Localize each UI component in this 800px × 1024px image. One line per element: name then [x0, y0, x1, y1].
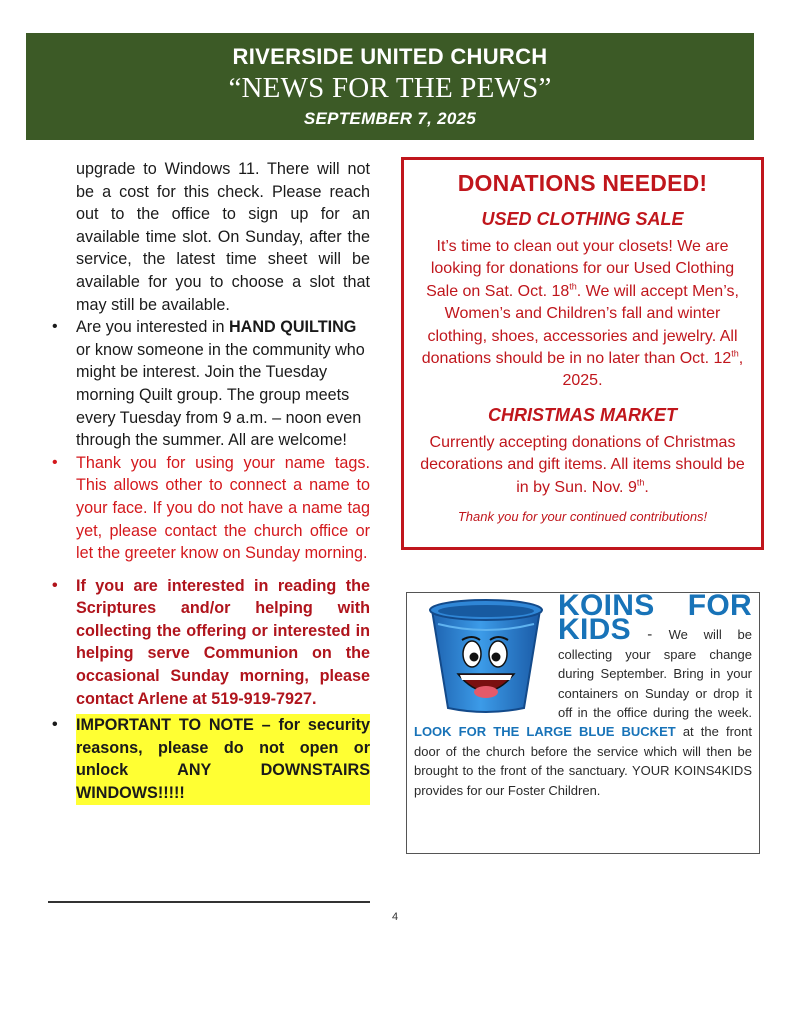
- scriptures-text: If you are interested in reading the Scriptures and/or helping with collecting the offering or interested in helping serve Communion on the occasional Sunday morning, please contact Arlene at 519-919-7927.: [76, 576, 370, 708]
- market-text-part: .: [644, 478, 649, 496]
- scriptures-item: [48, 575, 370, 711]
- clothing-sale-heading: USED CLOTHING SALE: [481, 209, 684, 229]
- blue-bucket-icon: [424, 596, 548, 716]
- important-item: [48, 714, 370, 804]
- christmas-market-heading: CHRISTMAS MARKET: [488, 404, 677, 425]
- quilting-item: [48, 316, 370, 452]
- koins-title: KOINS FOR KIDS: [558, 589, 752, 647]
- name-tags-item: [48, 452, 370, 565]
- donations-box: [401, 157, 764, 550]
- left-column: [48, 158, 370, 805]
- clothing-sale-text: [418, 236, 747, 393]
- important-text: IMPORTANT TO NOTE – for security reasons, please do not open or unlock ANY DOWNSTAIRS WINDOWS!!!!!: [76, 714, 370, 804]
- ordinal-suffix: th: [569, 281, 577, 292]
- market-text-part: Currently accepting donations of Christmas decorations and gift items. All items should be in by Sun. Nov. 9: [420, 433, 745, 496]
- newsletter-date: SEPTEMBER 7, 2025: [303, 109, 477, 128]
- christmas-market-text: [418, 432, 747, 499]
- quilting-prefix: Are you interested in: [76, 318, 229, 337]
- koins-highlight: LOOK FOR THE LARGE BLUE BUCKET: [414, 724, 676, 740]
- koins-text-2: at the front door of the church before the service which will then be brought to the front of the sanctuary. YOUR KOINS4KIDS provides for our Foster Children.: [414, 724, 752, 798]
- donations-title: DONATIONS NEEDED!: [457, 170, 708, 196]
- bullet-icon: •: [52, 716, 58, 734]
- page-number-row: [0, 911, 800, 923]
- name-tags-text: Thank you for using your name tags. This allows other to connect a name to your face. If you do not have a name tag yet, please contact the church office or let the greeter know on Sunday morning.: [76, 453, 370, 563]
- newsletter-title: “NEWS FOR THE PEWS”: [228, 72, 552, 104]
- quilting-suffix: or know someone in the community who might be interest. Join the Tuesday morning Quilt group. The group meets every Tuesday from 9 a.m. – noon even through the summer. All are welcome!: [76, 340, 365, 450]
- bullet-icon: •: [52, 453, 58, 471]
- newsletter-header: [26, 33, 754, 140]
- koins-text-1: We will be collecting your spare change during September. Bring in your containers on Sunday or drop it off in the office during the week.: [558, 627, 752, 721]
- ordinal-suffix: th: [636, 477, 645, 488]
- clothing-text-part: , 2025.: [562, 350, 744, 390]
- quilting-emphasis: HAND QUILTING: [228, 318, 357, 337]
- church-name: RIVERSIDE UNITED CHURCH: [232, 44, 548, 69]
- ordinal-suffix: th: [731, 348, 739, 359]
- donations-thanks: Thank you for your continued contributions!: [457, 509, 708, 525]
- bullet-icon: •: [52, 318, 58, 336]
- koins-for-kids-box: [406, 589, 760, 854]
- page-number: 4: [391, 911, 399, 923]
- bullet-icon: •: [52, 576, 58, 594]
- koins-dash: -: [630, 626, 669, 644]
- clothing-text-part: It’s time to clean out your closets! We are looking for donations for our Used Clothing Sale on Sat. Oct. 18: [426, 238, 735, 300]
- clothing-text-part: . We will accept Men’s, Women’s and Children’s fall and winter clothing, shoes, accessories and jewelry. All donations should be in no later than Oct. 12: [421, 282, 739, 368]
- announcement-list: [48, 316, 370, 804]
- column-divider: [48, 901, 370, 903]
- continued-paragraph: upgrade to Windows 11. There will not be a cost for this check. Please reach out to the office to sign up for an available time slot. On Sunday, after the service, the latest time sheet will be available for you to choose a slot that may still be available.: [76, 160, 370, 314]
